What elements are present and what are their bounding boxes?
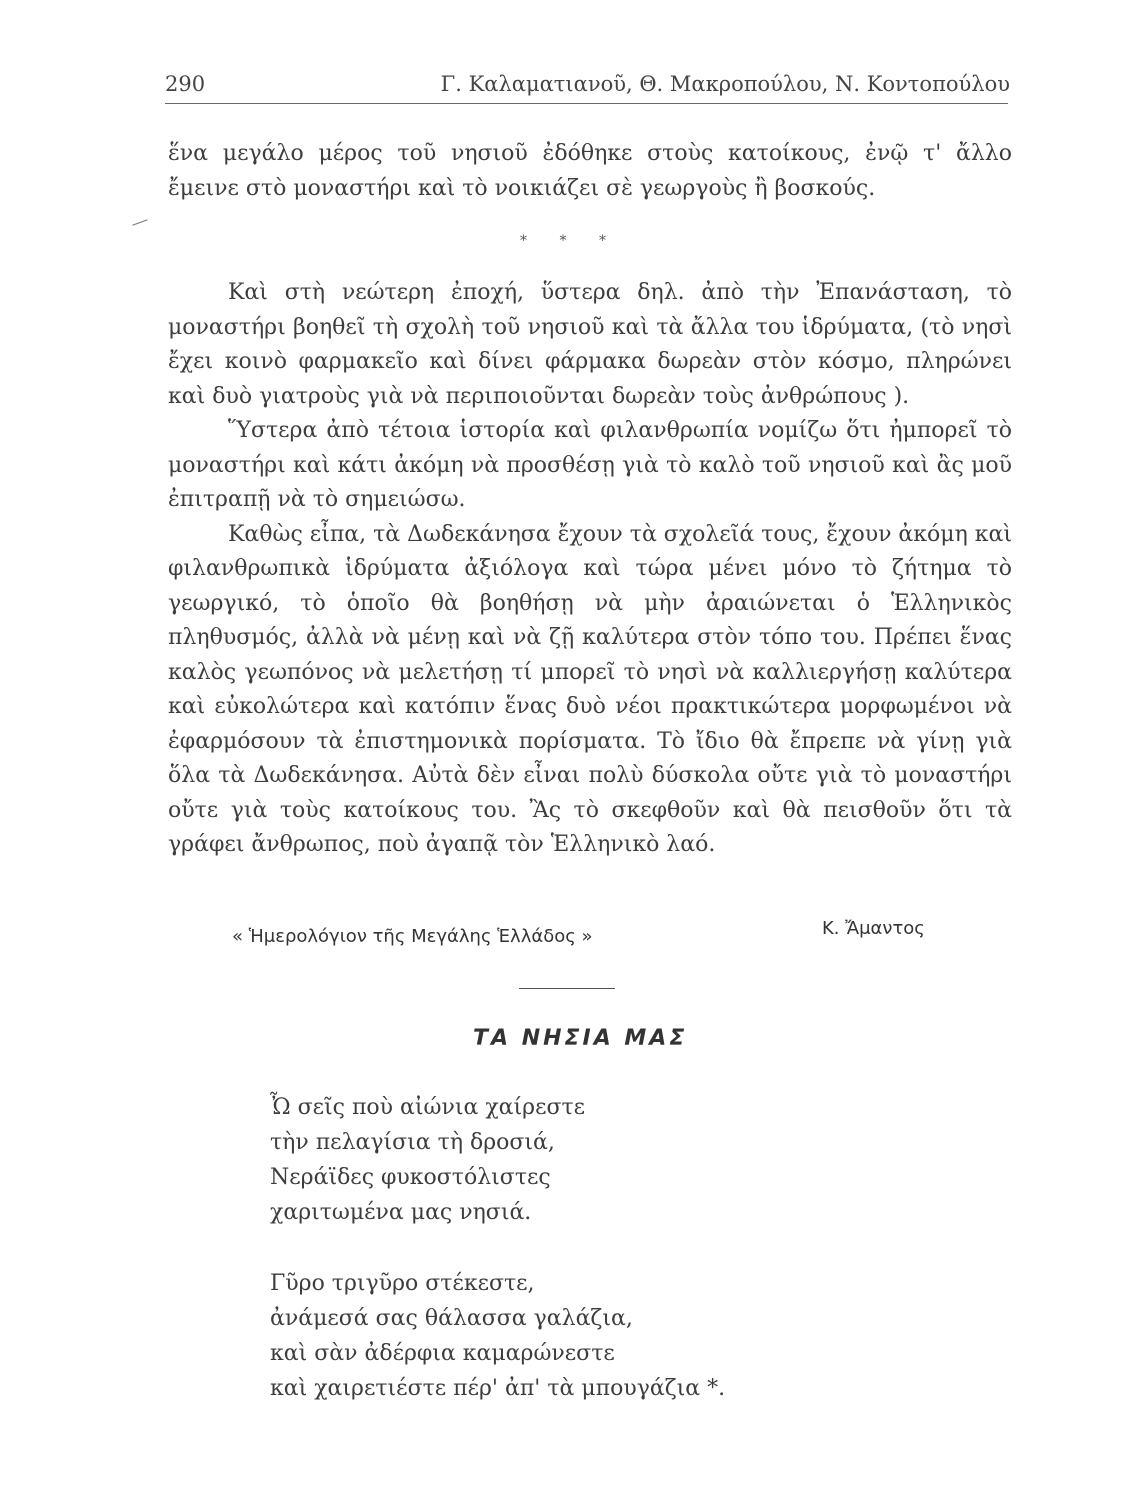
running-header bbox=[165, 66, 1010, 102]
poem-line: ἀνάμεσά σας θάλασσα γαλάζια, bbox=[270, 1306, 633, 1331]
page-number: 290 bbox=[165, 72, 206, 96]
section-divider bbox=[519, 988, 615, 989]
poem-stanza-1 bbox=[270, 1090, 870, 1230]
section-separator: * * * bbox=[520, 233, 620, 249]
paragraph-2: Καὶ στὴ νεώτερη ἐποχή, ὕστερα δηλ. ἀπὸ τὴν Ἐπανάσταση, τὸ μοναστήρι βοηθεῖ τὴ σχολὴ τοῦ νησιοῦ καὶ τὰ ἄλλα του ἱδρύματα, (τὸ νησὶ ἔχει κοινὸ φαρμακεῖο καὶ δίνει φάρμακα δωρεὰν στὸν κόσμο, πληρώνει καὶ δυὸ γιατροὺς γιὰ νὰ περιποιοῦνται δωρεὰν τοὺς ἀνθρώπους ). bbox=[168, 280, 1012, 409]
poem-line: Ὦ σεῖς ποὺ αἰώνια χαίρεστε bbox=[270, 1095, 586, 1120]
poem-line: Γῦρο τριγῦρο στέκεστε, bbox=[270, 1271, 535, 1296]
paragraph-1: ἕνα μεγάλο μέρος τοῦ νησιοῦ ἐδόθηκε στοὺς κατοίκους, ἐνῷ τ' ἄλλο ἔμεινε στὸ μοναστήρι καὶ τὸ νοικιάζει σὲ γεωργοὺς ἢ βοσκούς. bbox=[168, 141, 1012, 201]
paragraph-4: Καθὼς εἶπα, τὰ Δωδεκάνησα ἔχουν τὰ σχολεῖά τους, ἔχουν ἀκόμη καὶ φιλανθρωπικὰ ἱδρύματα ἀξιόλογα καὶ τώρα μένει μόνο τὸ ζήτημα τὸ γεωργικό, τὸ ὁποῖο θὰ βοηθήσῃ νὰ μὴν ἀραιώνεται ὁ Ἑλληνικὸς πληθυσμός, ἀλλὰ νὰ μένῃ καὶ νὰ ζῇ καλύτερα στὸν τόπο του. Πρέπει ἕνας καλὸς γεωπόνος νὰ μελετήσῃ τί μπορεῖ τὸ νησὶ νὰ καλλιεργήσῃ καλύτερα καὶ εὐκολώτερα καὶ κατόπιν ἕνας δυὸ νέοι πρακτικώτερα μορφωμένοι νὰ ἐφαρμόσουν τὰ ἐπιστημονικὰ πορίσματα. Τὸ ἴδιο θὰ ἔπρεπε νὰ γίνῃ γιὰ ὅλα τὰ Δωδεκάνησα. Αὐτὰ δὲν εἶναι πολὺ δύσκολα οὔτε γιὰ τὸ μοναστήρι οὔτε γιὰ τοὺς κατοίκους του. Ἂς τὸ σκεφθοῦν καὶ θὰ πεισθοῦν ὅτι τὰ γράφει ἄνθρωπος, ποὺ ἀγαπᾷ τὸν Ἑλληνικὸ λαό. bbox=[168, 521, 1012, 857]
poem-line: καὶ χαιρετιέστε πέρ' ἀπ' τὰ μπουγάζια *. bbox=[270, 1376, 726, 1401]
poem-line: Νεράϊδες φυκοστόλιστες bbox=[270, 1165, 551, 1190]
poem-stanza-2 bbox=[270, 1266, 870, 1406]
header-authors: Γ. Καλαματιανοῦ, Θ. Μακροπούλου, Ν. Κοντοπούλου bbox=[440, 72, 1010, 96]
poem-line: χαριτωμένα μας νησιά. bbox=[270, 1200, 532, 1225]
poem-title: ΤΑ ΝΗΣΙΑ ΜΑΣ bbox=[473, 1026, 688, 1051]
paragraph-3: Ὕστερα ἀπὸ τέτοια ἱστορία καὶ φιλανθρωπία νομίζω ὅτι ἠμπορεῖ τὸ μοναστήρι καὶ κάτι ἀκόμη νὰ προσθέσῃ γιὰ τὸ καλὸ τοῦ νησιοῦ καὶ ἂς μοῦ ἐπιτραπῇ νὰ τὸ σημειώσω. bbox=[168, 418, 1012, 512]
margin-pencil-mark bbox=[132, 219, 147, 225]
poem-line: καὶ σὰν ἀδέρφια καμαρώνεστε bbox=[270, 1341, 615, 1366]
source-citation: « Ἡμερολόγιον τῆς Μεγάλης Ἑλλάδος » bbox=[232, 926, 593, 947]
header-rule bbox=[165, 103, 1008, 104]
article-body bbox=[168, 276, 1012, 863]
author-signature: Κ. Ἄμαντος bbox=[822, 918, 925, 939]
paragraph-continuation bbox=[168, 137, 1012, 206]
poem bbox=[270, 1090, 870, 1442]
poem-line: τὴν πελαγίσια τὴ δροσιά, bbox=[270, 1130, 555, 1155]
